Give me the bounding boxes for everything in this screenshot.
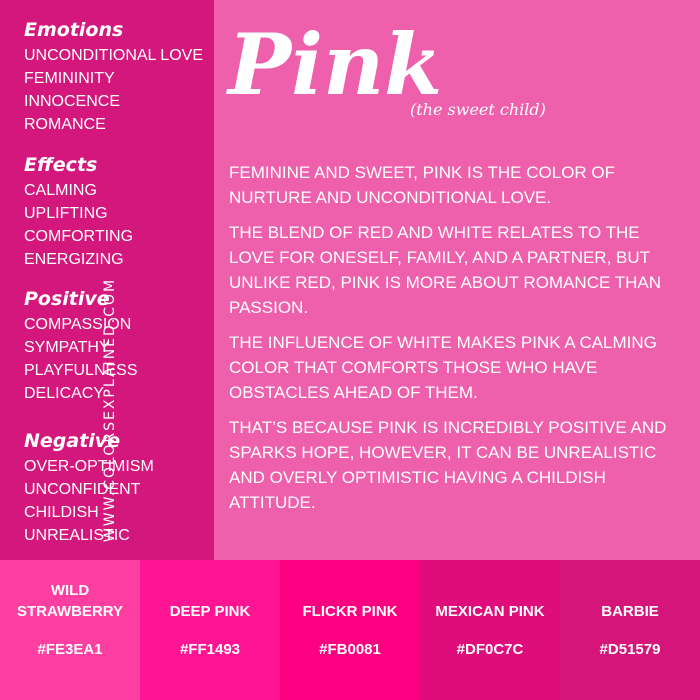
section-emotions: [24, 18, 203, 136]
swatch-name: BARBIE: [601, 603, 659, 620]
section-title: Effects: [24, 154, 98, 176]
swatch-deep-pink: [140, 560, 280, 700]
negative-item: CHILDISH: [24, 504, 99, 521]
positive-item: PLAYFULNESS: [24, 362, 138, 379]
emotion-item: UNCONDITIONAL LOVE: [24, 47, 203, 64]
color-swatches: [0, 560, 700, 700]
page-title: Pink: [228, 15, 443, 114]
section-title: Positive: [24, 288, 110, 310]
effect-item: UPLIFTING: [24, 205, 108, 222]
swatch-wild-strawberry: [0, 560, 140, 700]
swatch-hex: #D51579: [599, 641, 661, 658]
swatch-name: FLICKR PINK: [302, 603, 398, 620]
swatch-hex: #DF0C7C: [456, 641, 524, 658]
page-subtitle: (the sweet child): [410, 100, 546, 119]
description: [229, 160, 679, 525]
description-paragraph: THE BLEND OF RED AND WHITE RELATES TO THE LOVE FOR ONESELF, FAMILY, AND A PARTNER, BUT UNLIKE RED, PINK IS MORE ABOUT ROMANCE THAN PASSION.: [229, 223, 662, 317]
section-negative: [24, 429, 154, 547]
swatch-flickr-pink: [280, 560, 420, 700]
section-positive: [24, 287, 138, 405]
emotion-item: INNOCENCE: [24, 93, 121, 110]
effect-item: COMFORTING: [24, 228, 134, 245]
description-paragraph: THAT’S BECAUSE PINK IS INCREDIBLY POSITIVE AND SPARKS HOPE, HOWEVER, IT CAN BE UNREALISTIC AND OVERLY OPTIMISTIC HAVING A CHILDISH ATTITUDE.: [229, 418, 667, 512]
section-title: Negative: [24, 430, 121, 452]
swatch-hex: #FB0081: [319, 641, 381, 658]
negative-item: UNREALISTIC: [24, 527, 130, 544]
swatch-name: DEEP PINK: [169, 603, 251, 620]
negative-item: OVER-OPTIMISM: [24, 458, 154, 475]
swatch-name: MEXICAN PINK: [435, 603, 545, 620]
negative-item: UNCONFIDENT: [24, 481, 141, 498]
swatch-hex: #FE3EA1: [37, 641, 103, 658]
website-url: WWW.COLORSEXPLAINED.COM: [102, 277, 118, 543]
section-title: Emotions: [24, 19, 124, 41]
swatch-name: WILD STRAWBERRY: [16, 582, 124, 620]
description-paragraph: FEMININE AND SWEET, PINK IS THE COLOR OF NURTURE AND UNCONDITIONAL LOVE.: [229, 163, 616, 207]
description-paragraph: THE INFLUENCE OF WHITE MAKES PINK A CALMING COLOR THAT COMFORTS THOSE WHO HAVE OBSTACLES AHEAD OF THEM.: [229, 333, 657, 402]
sidebar: [0, 0, 214, 560]
emotion-item: FEMININITY: [24, 70, 115, 87]
effect-item: ENERGIZING: [24, 251, 124, 268]
positive-item: SYMPATHY: [24, 339, 110, 356]
swatch-mexican-pink: [420, 560, 560, 700]
emotion-item: ROMANCE: [24, 116, 106, 133]
positive-item: COMPASSION: [24, 316, 132, 333]
swatch-hex: #FF1493: [179, 641, 241, 658]
section-effects: [24, 153, 133, 271]
effect-item: CALMING: [24, 182, 97, 199]
swatch-barbie: [560, 560, 700, 700]
positive-item: DELICACY: [24, 385, 105, 402]
